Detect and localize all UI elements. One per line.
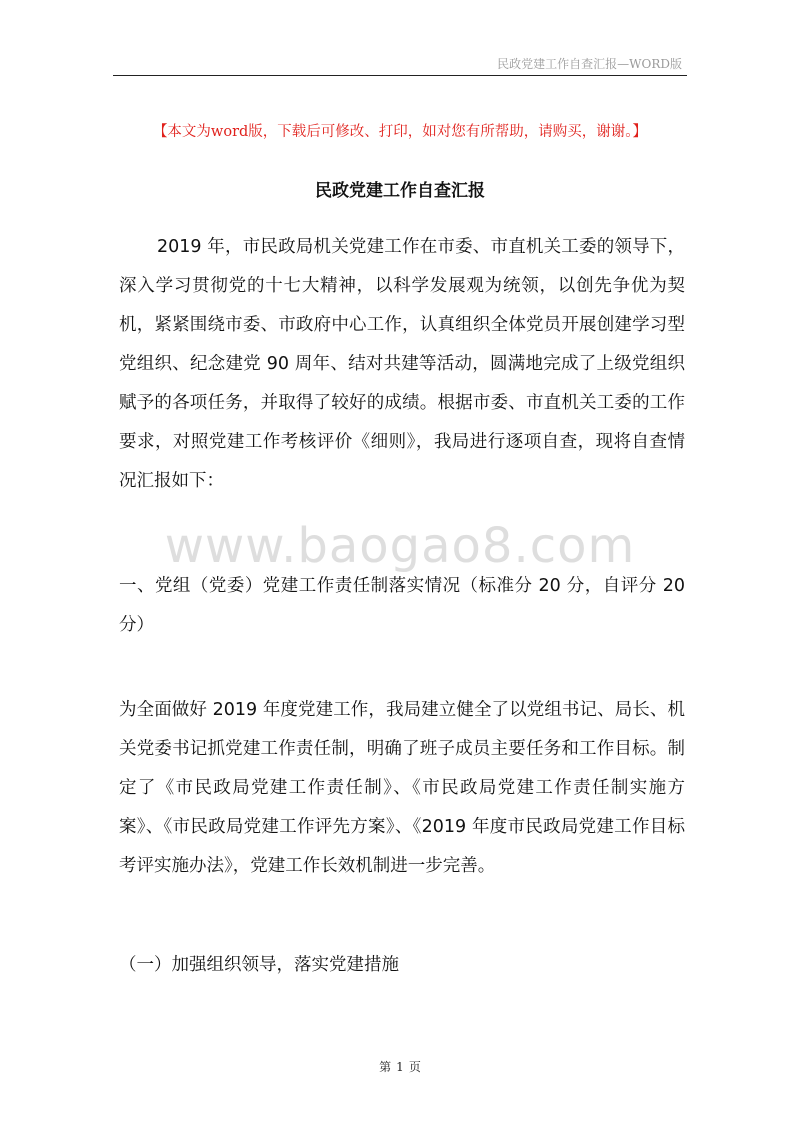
- footer-suffix: 页: [408, 1060, 421, 1074]
- subsection-1-heading: （一）加强组织领导，落实党建措施: [119, 955, 399, 975]
- running-header-title: 民政党建工作自查汇报—WORD版: [497, 57, 682, 71]
- section-1-heading: 一、党组（党委）党建工作责任制落实情况（标准分 20 分，自评分 20 分）: [119, 576, 685, 635]
- header-divider: [113, 75, 687, 76]
- page-footer: [0, 1058, 800, 1075]
- document-title: 民政党建工作自查汇报: [315, 181, 485, 201]
- download-notice: 【本文为word版，下载后可修改、打印，如对您有所帮助，请购买，谢谢。】: [152, 124, 648, 140]
- page-number: 1: [396, 1060, 404, 1074]
- intro-paragraph: 2019 年，市民政局机关党建工作在市委、市直机关工委的领导下，深入学习贯彻党的十七大精神，以科学发展观为统领，以创先争优为契机，紧紧围绕市委、市政府中心工作，认真组织全体党员开展创建学习型党组织、纪念建党 90 周年、结对共建等活动，圆满地完成了上级党组织赋予的各项任务，并取得了较好的成绩。根据市委、市直机关工委的工作要求，对照党建工作考核评价《细则》，我局进行逐项自查，现将自查情况汇报如下：: [119, 237, 685, 491]
- section-1-body: 为全面做好 2019 年度党建工作，我局建立健全了以党组书记、局长、机关党委书记抓党建工作责任制，明确了班子成员主要任务和工作目标。制定了《市民政局党建工作责任制》、《市民政局党建工作责任制实施方案》、《市民政局党建工作评先方案》、《2019 年度市民政局党建工作目标考评实施办法》，党建工作长效机制进一步完善。: [119, 700, 685, 876]
- watermark: www.baogao8.com: [164, 518, 636, 574]
- footer-prefix: 第: [379, 1060, 392, 1074]
